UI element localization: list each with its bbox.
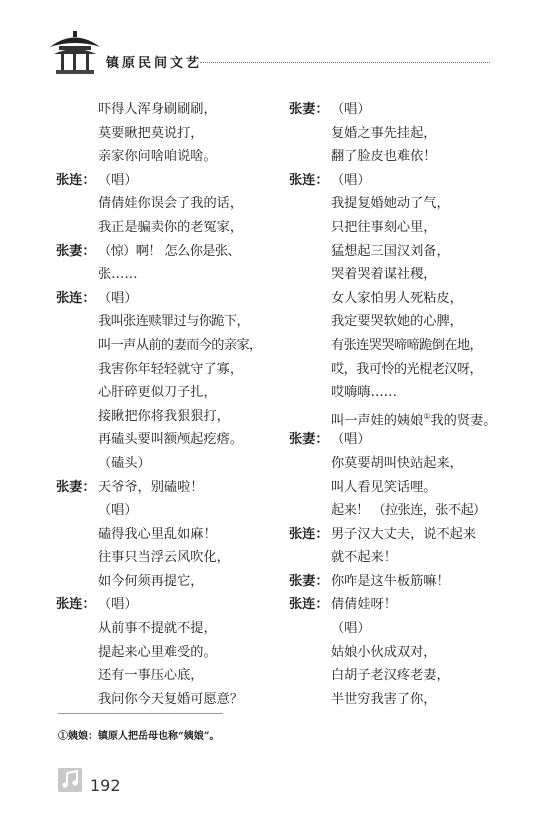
dialogue-text: 倩倩娃你误会了我的话， <box>98 196 244 212</box>
script-line <box>289 240 529 264</box>
dialogue-text: 就不起来！ <box>331 550 397 566</box>
script-line <box>56 216 286 240</box>
dialogue-text: 磕得我心里乱如麻！ <box>98 526 217 542</box>
dialogue-text: 从前事不提就不提， <box>98 621 217 637</box>
script-line <box>289 570 529 594</box>
script-line <box>56 593 286 617</box>
dialogue-text: 吓得人浑身刷刷刷， <box>98 102 217 117</box>
script-line <box>289 192 529 216</box>
script-line <box>56 122 286 146</box>
speaker-label: 张连： <box>289 172 329 188</box>
right-column <box>289 98 529 711</box>
script-line <box>56 358 286 382</box>
script-line <box>289 499 529 523</box>
script-line <box>56 617 286 641</box>
script-line <box>289 358 529 382</box>
script-line <box>56 523 286 547</box>
dialogue-text: 哎嗨嗨…… <box>331 385 397 401</box>
script-line <box>289 263 529 287</box>
script-line <box>56 381 286 405</box>
dialogue-text: 哎，我可怜的光棍老汉呀， <box>331 361 483 377</box>
script-line <box>289 216 529 240</box>
dialogue-text: 半世穷我害了你， <box>331 691 437 707</box>
dialogue-text: 复婚之事先挂起， <box>331 125 437 141</box>
speaker-label: 张妻： <box>289 432 329 448</box>
dialogue-text: （磕头） <box>98 455 151 471</box>
dialogue-text: 男子汉大丈夫，说不起来 <box>331 526 477 542</box>
script-line <box>56 240 286 264</box>
dialogue-text: 叫一声从前的妻而今的亲家， <box>98 337 262 353</box>
speaker-label: 张妻： <box>289 102 329 117</box>
script-line <box>56 688 286 712</box>
script-line <box>289 546 529 570</box>
script-line <box>289 122 529 146</box>
dialogue-text: 天爷爷，别磕啦！ <box>98 479 204 495</box>
pavilion-logo-icon <box>48 30 102 76</box>
dialogue-text: 再磕头要叫额颅起疙瘩。 <box>98 432 244 448</box>
dialogue-text: 女人家怕男人死粘皮， <box>331 290 463 306</box>
music-note-icon <box>58 768 82 792</box>
dialogue-text: 提起来心里难受的。 <box>98 644 217 660</box>
dialogue-text: 叫人看见笑话哩。 <box>331 479 437 495</box>
dialogue-text: 猛想起三国汉刘备， <box>331 243 450 259</box>
dialogue-text: 有张连哭哭啼啼跪倒在地， <box>331 337 483 353</box>
speaker-label: 张连： <box>56 290 96 306</box>
speaker-label: 张妻： <box>289 573 329 589</box>
dialogue-text: 我定要哭软她的心脾， <box>331 314 463 330</box>
footnote-divider <box>58 713 223 714</box>
dialogue-text: 还有一事压心底， <box>98 668 204 684</box>
dialogue-text: 我的贤妻。 <box>430 413 497 429</box>
dialogue-text: （唱） <box>331 172 371 188</box>
speaker-label: 张连： <box>289 526 329 542</box>
speaker-label: 张连： <box>56 597 96 613</box>
page-number: 192 <box>90 776 121 795</box>
script-line <box>56 664 286 688</box>
dialogue-text: （唱） <box>98 597 138 613</box>
script-line <box>56 405 286 429</box>
dialogue-text: 叫一声娃的姨娘 <box>331 413 424 429</box>
script-line <box>289 334 529 358</box>
dialogue-text: 你莫要胡叫快站起来， <box>331 455 463 471</box>
script-line <box>289 688 529 712</box>
dialogue-text: 我害你年轻轻就守了寡， <box>98 361 244 377</box>
dialogue-text: 我正是骗卖你的老冤家， <box>98 219 244 235</box>
dialogue-text: 只把往事刻心里， <box>331 219 437 235</box>
dialogue-text: 亲家你问啥咱说啥。 <box>98 149 217 165</box>
speaker-label: 张连： <box>289 597 329 613</box>
script-line <box>56 334 286 358</box>
page-header <box>0 0 551 80</box>
speaker-label: 张妻： <box>56 479 96 495</box>
script-line <box>289 617 529 641</box>
script-line <box>289 593 529 617</box>
script-line <box>56 570 286 594</box>
script-line <box>56 641 286 665</box>
script-line <box>289 405 529 429</box>
dialogue-text: 如今何须再提它， <box>98 573 204 589</box>
dialogue-text: （唱） <box>331 432 371 448</box>
footnote-marker: ① <box>423 411 431 421</box>
script-line <box>289 98 529 122</box>
script-line <box>289 310 529 334</box>
script-line <box>289 452 529 476</box>
dialogue-text: （唱） <box>331 621 371 637</box>
dialogue-text: 张…… <box>98 267 138 283</box>
header-title: 镇原民间文艺 <box>106 56 203 71</box>
dialogue-text: 哭着哭着谋社稷， <box>331 267 437 283</box>
script-line <box>289 664 529 688</box>
dialogue-text: 倩倩娃呀！ <box>331 597 397 613</box>
script-line <box>289 476 529 500</box>
script-line <box>56 310 286 334</box>
script-line <box>289 287 529 311</box>
dialogue-text: 起来！ （拉张连，张不起） <box>331 503 486 519</box>
script-line <box>56 428 286 452</box>
dialogue-text: 姑娘小伙成双对， <box>331 644 437 660</box>
script-line <box>56 452 286 476</box>
script-line <box>56 145 286 169</box>
dialogue-text: 翻了脸皮也难依！ <box>331 149 437 165</box>
speaker-label: 张妻： <box>56 243 96 259</box>
dialogue-text: 我提复婚她动了气， <box>331 196 450 212</box>
script-line <box>56 499 286 523</box>
dialogue-text: 我叫张连赎罪过与你跪下， <box>98 314 250 330</box>
dialogue-text: （唱） <box>98 503 138 519</box>
dialogue-text: （唱） <box>98 172 138 188</box>
header-divider <box>200 62 490 63</box>
script-line <box>56 263 286 287</box>
script-line <box>56 287 286 311</box>
script-line <box>289 428 529 452</box>
dialogue-text: 莫要瞅把莫说打， <box>98 125 204 141</box>
dialogue-text: 接瞅把你将我狠狠打， <box>98 408 230 424</box>
dialogue-text: （唱） <box>98 290 138 306</box>
footnote: ①姨娘：镇原人把岳母也称“姨娘”。 <box>58 731 220 742</box>
dialogue-text: 你咋是这牛板筋嘛！ <box>331 573 450 589</box>
dialogue-text: 白胡子老汉疼老妻， <box>331 668 450 684</box>
dialogue-text: （惊）啊！ 怎么你是张、 <box>98 243 241 259</box>
dialogue-text: 心肝碎更似刀子扎， <box>98 385 217 401</box>
dialogue-text: 往事只当浮云风吹化， <box>98 550 230 566</box>
script-line <box>289 381 529 405</box>
script-line <box>289 523 529 547</box>
left-column <box>56 98 286 711</box>
script-line <box>56 98 286 122</box>
speaker-label: 张连： <box>56 172 96 188</box>
script-line <box>289 641 529 665</box>
dialogue-text: （唱） <box>331 102 371 117</box>
script-line <box>289 169 529 193</box>
script-line <box>289 145 529 169</box>
dialogue-text: 我问你今天复婚可愿意？ <box>98 691 244 707</box>
script-line <box>56 476 286 500</box>
script-line <box>56 192 286 216</box>
script-line <box>56 546 286 570</box>
script-line <box>56 169 286 193</box>
